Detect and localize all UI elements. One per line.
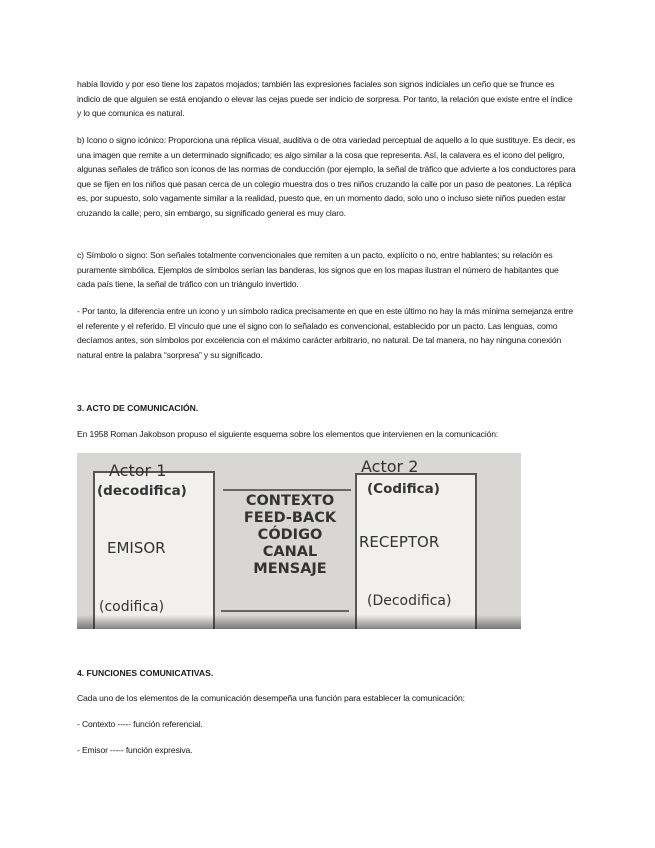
center-elements xyxy=(227,493,353,578)
center-bottom-rule xyxy=(221,610,349,612)
paragraph-icono: b) Icono o signo icónico: Proporciona una réplica visual, auditiva o de otra variedad perceptual de aquello a lo que sustituye. Es decir, es una imagen que remite a un determinado significado; es algo similar a la cosa que representa. Así, la calavera es el icono del peligro, algunas señales de tráfico son iconos de las normas de conducción (por ejemplo, la señal de tráfico que advierte a los conductores para que se fijen en los niños que pasan cerca de un colegio muestra dos o tres niños cruzando la calle por un paso de peatones. La réplica es, por supuesto, solo vagamente similar a la realidad, puesto que, en un momento dado, solo uno o incluso siete niños pueden estar cruzando la calle; pero, sin embargo, su significado general es muy claro. xyxy=(77,135,576,218)
actor-1-title: Actor 1 xyxy=(109,461,167,480)
section-4-heading: 4. FUNCIONES COMUNICATIVAS. xyxy=(77,668,214,678)
actor-1-decodifica: (decodifica) xyxy=(97,483,187,499)
emisor-label: EMISOR xyxy=(107,539,166,557)
paragraph-indice: había llovido y por eso tiene los zapatos mojados; también las expresiones faciales son signos indiciales un ceño que se frunce es indicio de que alguien se está enojando o elevar las cejas puede ser indicio de sorpresa. Por tanto, la relación que existe entre el índice y lo que comunica es natural. xyxy=(77,79,573,119)
section-3-intro: En 1958 Roman Jakobson propuso el siguiente esquema sobre los elementos que intervienen en la comunicación: xyxy=(77,429,499,439)
receptor-label: RECEPTOR xyxy=(359,533,440,551)
section-3-heading: 3. ACTO DE COMUNICACIÓN. xyxy=(77,403,199,413)
paragraph-simbolo: c) Símbolo o signo: Son señales totalmente convencionales que remiten a un pacto, explícito o no, entre hablantes; su relación es puramente simbólica. Ejemplos de símbolos serían las banderas, los signos que en los mapas ilustran el número de habitantes que cada país tiene, la señal de tráfico con un triángulo invertido. xyxy=(77,250,559,290)
function-item-emisor: - Emisor ----- función expresiva. xyxy=(77,745,193,755)
photo-shadow xyxy=(77,615,521,629)
communication-diagram xyxy=(77,453,521,629)
canal-label: CANAL xyxy=(262,544,318,560)
center-top-rule xyxy=(223,489,351,491)
section-4-intro: Cada uno de los elementos de la comunicación desempeña una función para establecer la comunicación: xyxy=(77,693,465,703)
actor-2-codifica: (Codifica) xyxy=(367,481,440,497)
codigo-label: CÓDIGO xyxy=(257,527,323,543)
function-item-contexto: - Contexto ----- función referencial. xyxy=(77,719,203,729)
actor-2-title: Actor 2 xyxy=(361,457,419,476)
contexto-label: CONTEXTO xyxy=(245,493,335,509)
actor-1-codifica: (codifica) xyxy=(99,599,165,615)
mensaje-label: MENSAJE xyxy=(253,561,327,577)
actor-2-decodifica: (Decodifica) xyxy=(367,593,452,609)
feed-back-label: FEED-BACK xyxy=(243,510,337,526)
paragraph-diferencia: - Por tanto, la diferencia entre un icono y un símbolo radica precisamente en que en este último no hay la más mínima semejanza entre el referente y el referido. El vínculo que une el signo con lo señalado es convencional, establecido por un pacto. Las lenguas, como decíamos antes, son símbolos por excelencia con el máximo carácter arbitrario, no natural. De tal manera, no hay ninguna conexión natural entre la palabra “sorpresa” y su significado. xyxy=(77,306,573,360)
